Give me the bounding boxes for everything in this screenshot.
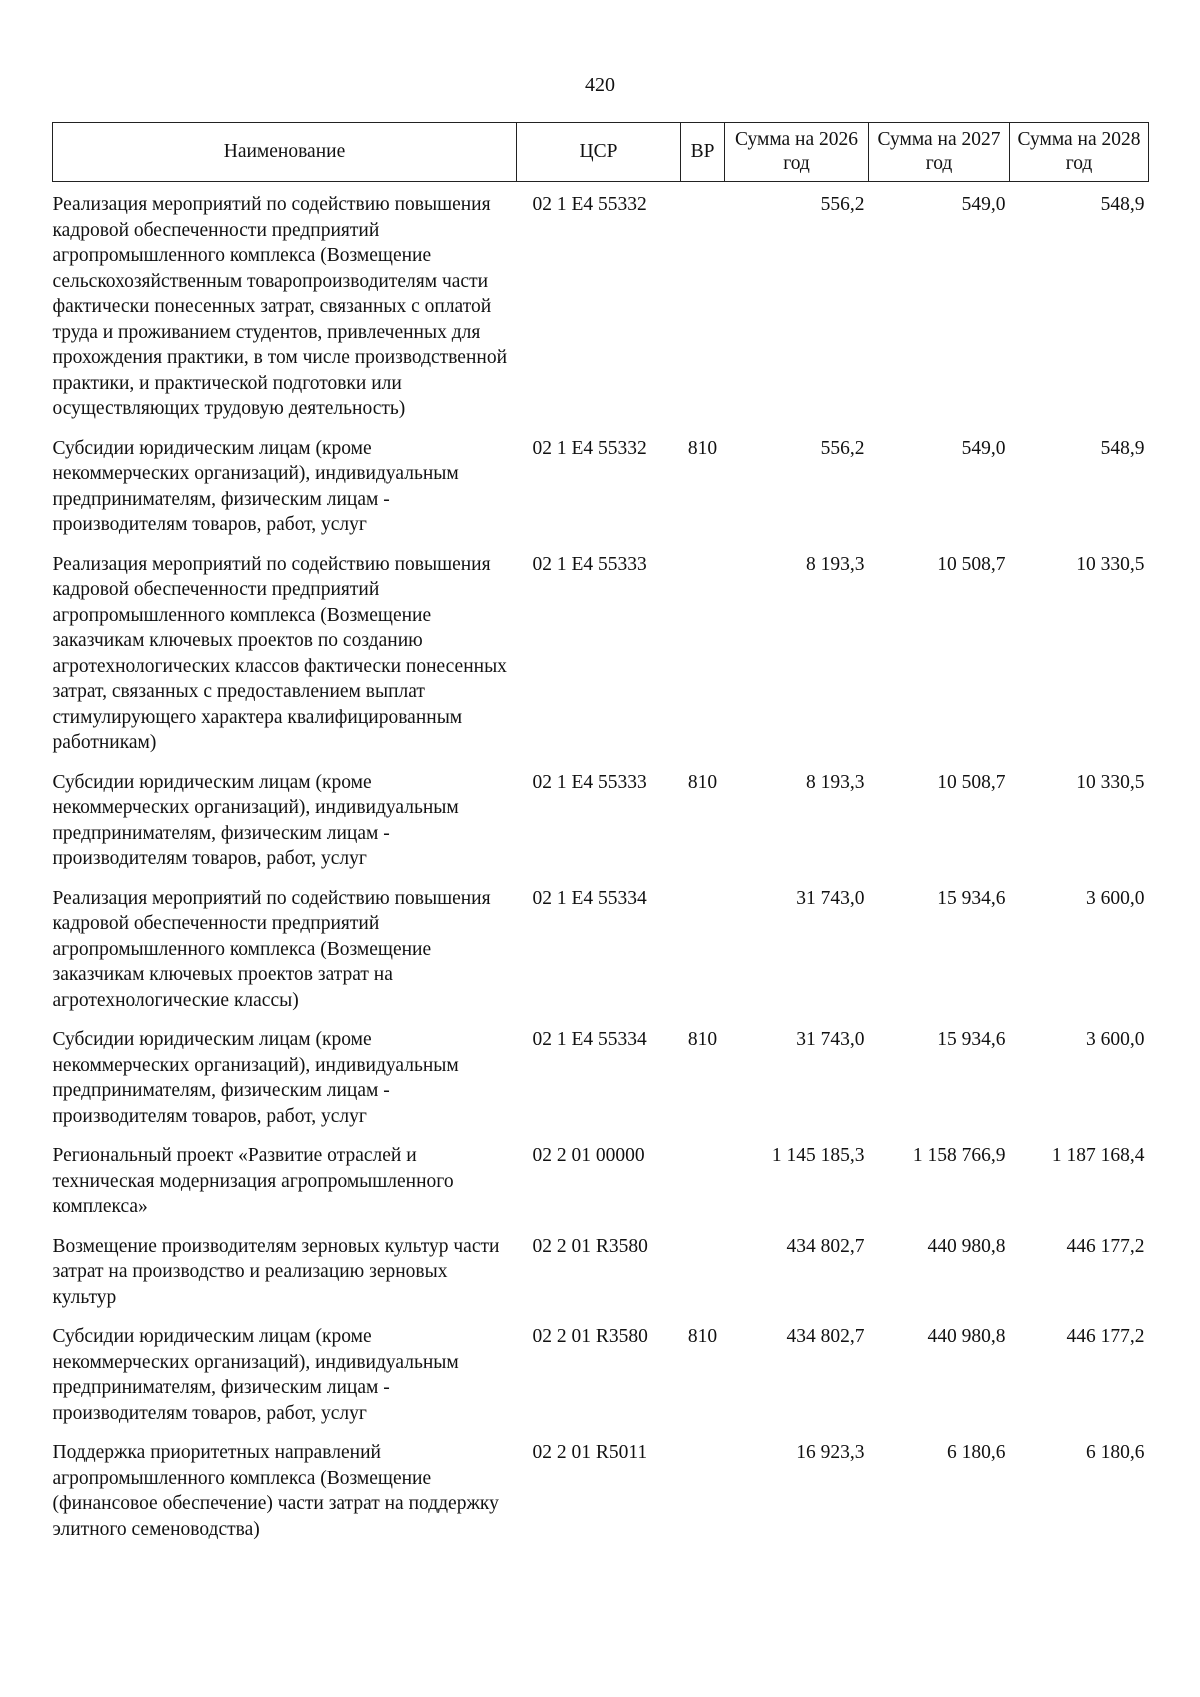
table-row xyxy=(53,1224,1149,1315)
row-csr: 02 1 Е4 55334 xyxy=(532,1029,647,1050)
row-csr: 02 2 01 R3580 xyxy=(532,1326,648,1347)
budget-table xyxy=(52,122,1149,1546)
row-sum-2026: 16 923,3 xyxy=(796,1442,865,1463)
table-row xyxy=(53,542,1149,760)
row-sum-2026: 31 743,0 xyxy=(796,1029,865,1050)
row-sum-2028: 10 330,5 xyxy=(1076,771,1145,793)
header-vr: ВР xyxy=(681,123,725,182)
row-sum-2026: 1 145 185,3 xyxy=(771,1145,865,1166)
row-sum-2027: 15 934,6 xyxy=(937,1029,1006,1050)
header-csr: ЦСР xyxy=(517,123,681,182)
header-sum-2027: Сумма на 2027 год xyxy=(869,123,1010,182)
header-name: Наименование xyxy=(53,123,517,182)
row-vr xyxy=(681,1224,725,1315)
row-vr xyxy=(681,1133,725,1224)
row-sum-2026: 556,2 xyxy=(820,194,865,215)
table-header xyxy=(53,123,1149,182)
row-csr: 02 1 Е4 55333 xyxy=(532,553,647,575)
row-name: Поддержка приоритетных направлений агропромышленного комплекса (Возмещение (финансовое обеспечение) части затрат на поддержку элитного семеноводства) xyxy=(52,1442,499,1540)
row-sum-2026: 434 802,7 xyxy=(786,1326,865,1347)
row-sum-2027: 440 980,8 xyxy=(927,1235,1006,1257)
row-sum-2027: 10 508,7 xyxy=(937,771,1006,793)
row-vr: 810 xyxy=(687,1029,718,1050)
page-number: 420 xyxy=(585,74,615,96)
header-row xyxy=(53,123,1149,182)
row-name: Субсидии юридическим лицам (кроме некоммерческих организаций), индивидуальным предпринимателям, физическим лицам - производителям товаров, работ, услуг xyxy=(52,437,459,535)
row-csr: 02 2 01 00000 xyxy=(532,1145,645,1166)
row-name: Субсидии юридическим лицам (кроме некоммерческих организаций), индивидуальным предпринимателям, физическим лицам - производителям товаров, работ, услуг xyxy=(52,771,459,869)
row-vr xyxy=(681,182,725,426)
header-sum-2028: Сумма на 2028 год xyxy=(1010,123,1149,182)
table-row xyxy=(53,1133,1149,1224)
row-vr: 810 xyxy=(687,1326,718,1347)
table-row xyxy=(53,1314,1149,1430)
row-csr: 02 2 01 R5011 xyxy=(532,1442,648,1463)
row-vr xyxy=(681,1430,725,1546)
row-name: Реализация мероприятий по содействию повышения кадровой обеспеченности предприятий агропромышленного комплекса (Возмещение сельскохозяйственным товаропроизводителям части фактически понесенных затрат, связанных с оплатой труда и проживанием студентов, привлеченных для прохождения практики, в том числе производственной практики, и практической подготовки или осуществляющих трудовую деятельность) xyxy=(52,194,507,419)
row-sum-2028: 3 600,0 xyxy=(1086,887,1145,909)
row-sum-2028: 446 177,2 xyxy=(1066,1235,1145,1257)
table-row xyxy=(53,876,1149,1018)
row-name: Региональный проект «Развитие отраслей и техническая модернизация агропромышленного комплекса» xyxy=(52,1145,454,1217)
row-csr: 02 2 01 R3580 xyxy=(532,1235,648,1257)
row-sum-2028: 3 600,0 xyxy=(1086,1029,1145,1050)
row-sum-2027: 549,0 xyxy=(961,437,1006,459)
row-sum-2026: 8 193,3 xyxy=(806,553,865,575)
row-csr: 02 1 Е4 55334 xyxy=(532,887,647,909)
header-sum-2026: Сумма на 2026 год xyxy=(725,123,869,182)
row-sum-2028: 446 177,2 xyxy=(1066,1326,1145,1347)
row-sum-2026: 31 743,0 xyxy=(796,887,865,909)
row-csr: 02 1 Е4 55333 xyxy=(532,771,647,793)
row-sum-2027: 6 180,6 xyxy=(947,1442,1006,1463)
table-row xyxy=(53,182,1149,426)
row-name: Реализация мероприятий по содействию повышения кадровой обеспеченности предприятий агропромышленного комплекса (Возмещение заказчикам ключевых проектов затрат на агротехнологические классы) xyxy=(52,887,491,1011)
row-name: Реализация мероприятий по содействию повышения кадровой обеспеченности предприятий агропромышленного комплекса (Возмещение заказчикам ключевых проектов по созданию агротехнологических классов фактически понесенных затрат, связанных с предоставлением выплат стимулирующего характера квалифицированным работникам) xyxy=(52,553,507,753)
row-sum-2027: 15 934,6 xyxy=(937,887,1006,909)
row-sum-2027: 549,0 xyxy=(961,194,1006,215)
row-sum-2027: 10 508,7 xyxy=(937,553,1006,575)
row-sum-2028: 1 187 168,4 xyxy=(1051,1145,1145,1166)
row-csr: 02 1 Е4 55332 xyxy=(532,194,647,215)
table-row xyxy=(53,1430,1149,1546)
row-csr: 02 1 Е4 55332 xyxy=(532,437,647,459)
row-sum-2028: 6 180,6 xyxy=(1086,1442,1145,1463)
table-row xyxy=(53,760,1149,876)
row-sum-2026: 8 193,3 xyxy=(806,771,865,793)
row-vr xyxy=(681,876,725,1018)
row-sum-2026: 434 802,7 xyxy=(786,1235,865,1257)
table-row xyxy=(53,1017,1149,1133)
row-sum-2026: 556,2 xyxy=(820,437,865,459)
row-sum-2028: 548,9 xyxy=(1100,437,1145,459)
row-sum-2028: 548,9 xyxy=(1100,194,1145,215)
row-name: Субсидии юридическим лицам (кроме некоммерческих организаций), индивидуальным предпринимателям, физическим лицам - производителям товаров, работ, услуг xyxy=(52,1029,459,1127)
row-vr: 810 xyxy=(687,437,718,459)
row-sum-2027: 1 158 766,9 xyxy=(912,1145,1006,1166)
row-vr xyxy=(681,542,725,760)
row-name: Субсидии юридическим лицам (кроме некоммерческих организаций), индивидуальным предпринимателям, физическим лицам - производителям товаров, работ, услуг xyxy=(52,1326,459,1424)
row-sum-2027: 440 980,8 xyxy=(927,1326,1006,1347)
row-name: Возмещение производителям зерновых культур части затрат на производство и реализацию зерновых культур xyxy=(52,1235,500,1308)
row-vr: 810 xyxy=(687,771,718,793)
row-sum-2028: 10 330,5 xyxy=(1076,553,1145,575)
table-row xyxy=(53,426,1149,542)
table-body xyxy=(53,182,1149,1547)
